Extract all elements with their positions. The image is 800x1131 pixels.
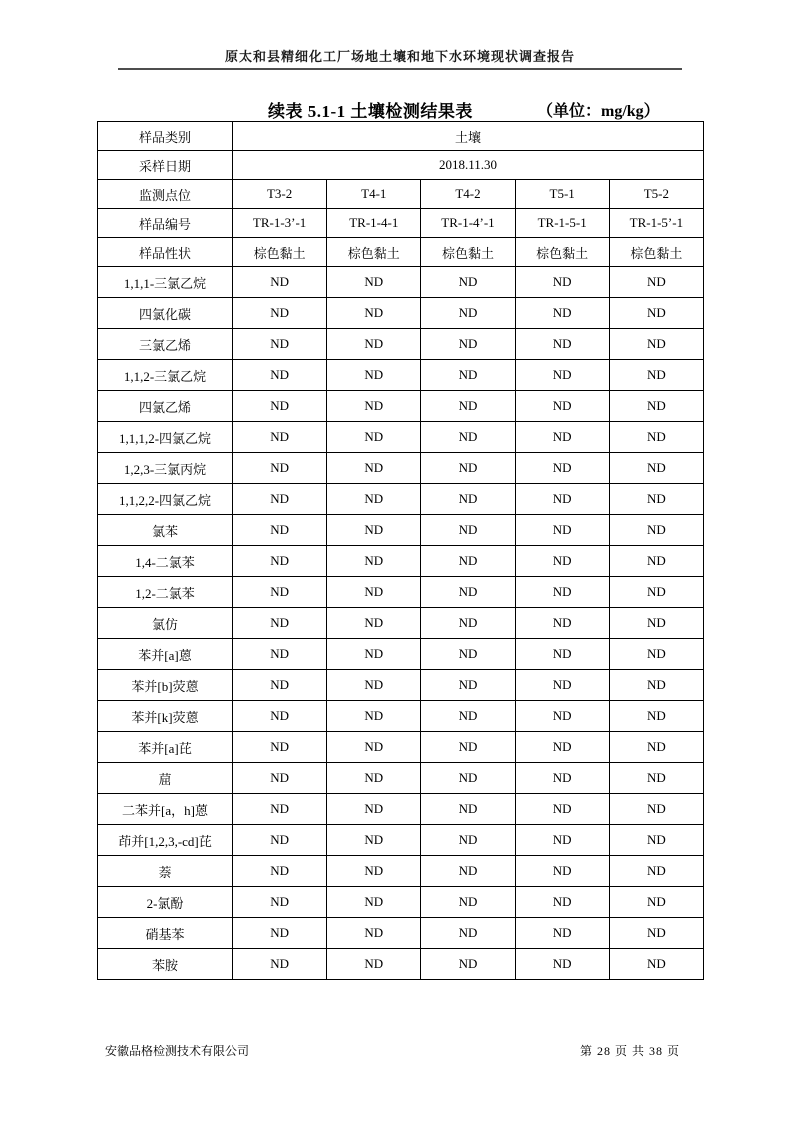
analyte-name: 苯并[a]芘	[98, 732, 233, 763]
row-label: 采样日期	[98, 151, 233, 180]
value-cell: 棕色黏土	[233, 238, 327, 267]
value-cell: ND	[515, 360, 609, 391]
table-row	[98, 577, 704, 608]
value-cell: ND	[609, 763, 703, 794]
table-row	[98, 515, 704, 546]
page-footer	[105, 1042, 680, 1059]
analyte-name: 2-氯酚	[98, 887, 233, 918]
table-row	[98, 918, 704, 949]
table-row	[98, 151, 704, 180]
analyte-name: 1,1,1-三氯乙烷	[98, 267, 233, 298]
value-cell: ND	[327, 577, 421, 608]
value-cell: TR-1-4-1	[327, 209, 421, 238]
table-row	[98, 825, 704, 856]
value-cell: ND	[327, 732, 421, 763]
value-cell: ND	[609, 422, 703, 453]
value-cell: ND	[609, 608, 703, 639]
footer-company: 安徽品格检测技术有限公司	[105, 1044, 250, 1058]
analyte-name: 1,1,1,2-四氯乙烷	[98, 422, 233, 453]
value-cell: ND	[421, 701, 515, 732]
value-cell: ND	[515, 639, 609, 670]
value-cell: ND	[421, 329, 515, 360]
value-cell: ND	[233, 763, 327, 794]
value-cell: ND	[421, 608, 515, 639]
value-cell: ND	[327, 608, 421, 639]
value-cell: ND	[327, 825, 421, 856]
table-row	[98, 670, 704, 701]
analyte-name: 三氯乙烯	[98, 329, 233, 360]
analyte-name: 四氯化碳	[98, 298, 233, 329]
value-cell: ND	[421, 918, 515, 949]
value-cell: ND	[421, 794, 515, 825]
value-cell: ND	[421, 577, 515, 608]
value-cell: ND	[233, 329, 327, 360]
value-cell: ND	[515, 546, 609, 577]
value-cell: ND	[421, 887, 515, 918]
table-row	[98, 763, 704, 794]
value-cell: ND	[233, 701, 327, 732]
value-cell: ND	[233, 267, 327, 298]
value-cell: ND	[233, 546, 327, 577]
value-cell: ND	[327, 918, 421, 949]
value-cell: TR-1-3’-1	[233, 209, 327, 238]
analyte-name: 氯苯	[98, 515, 233, 546]
analyte-name: 四氯乙烯	[98, 391, 233, 422]
analyte-name: 萘	[98, 856, 233, 887]
value-cell: T5-1	[515, 180, 609, 209]
value-cell: T5-2	[609, 180, 703, 209]
value-cell: ND	[327, 794, 421, 825]
value-cell: ND	[515, 825, 609, 856]
value-cell: 棕色黏土	[327, 238, 421, 267]
value-cell: ND	[421, 422, 515, 453]
value-cell: ND	[515, 887, 609, 918]
table-row	[98, 453, 704, 484]
footer-page-number: 第 28 页 共 38 页	[579, 1044, 680, 1058]
table-row	[98, 794, 704, 825]
header-divider	[118, 68, 682, 70]
value-cell: ND	[421, 639, 515, 670]
table-row	[98, 122, 704, 151]
value-cell: TR-1-5-1	[515, 209, 609, 238]
value-cell: 棕色黏土	[421, 238, 515, 267]
value-cell: ND	[515, 515, 609, 546]
page-header-title: 原太和县精细化工厂场地土壤和地下水环境现状调查报告	[224, 49, 575, 64]
value-cell: ND	[327, 639, 421, 670]
value-cell: ND	[609, 732, 703, 763]
table-row	[98, 639, 704, 670]
table-row	[98, 608, 704, 639]
analyte-name: 硝基苯	[98, 918, 233, 949]
value-cell: ND	[233, 577, 327, 608]
value-cell: ND	[421, 949, 515, 980]
value-cell: ND	[327, 949, 421, 980]
value-cell: ND	[233, 639, 327, 670]
value-cell: ND	[421, 732, 515, 763]
value-cell: ND	[233, 298, 327, 329]
analyte-name: 茚并[1,2,3,-cd]芘	[98, 825, 233, 856]
value-cell: 土壤	[233, 122, 704, 151]
value-cell: ND	[421, 298, 515, 329]
results-table	[97, 121, 704, 980]
value-cell: 棕色黏土	[609, 238, 703, 267]
value-cell: ND	[421, 360, 515, 391]
value-cell: ND	[327, 391, 421, 422]
value-cell: ND	[421, 856, 515, 887]
value-cell: ND	[327, 360, 421, 391]
value-cell: ND	[609, 701, 703, 732]
row-label: 监测点位	[98, 180, 233, 209]
value-cell: ND	[421, 546, 515, 577]
value-cell: ND	[233, 608, 327, 639]
table-row	[98, 484, 704, 515]
value-cell: ND	[515, 949, 609, 980]
analyte-name: 二苯并[a，h]蒽	[98, 794, 233, 825]
table-row	[98, 732, 704, 763]
table-row	[98, 856, 704, 887]
analyte-name: 1,2-二氯苯	[98, 577, 233, 608]
unit-label: （单位：mg/kg）	[537, 103, 660, 120]
value-cell: ND	[515, 577, 609, 608]
table-row	[98, 267, 704, 298]
value-cell: ND	[609, 670, 703, 701]
value-cell: ND	[233, 515, 327, 546]
value-cell: TR-1-4’-1	[421, 209, 515, 238]
value-cell: ND	[515, 422, 609, 453]
value-cell: ND	[609, 453, 703, 484]
value-cell: 棕色黏土	[515, 238, 609, 267]
value-cell: ND	[327, 856, 421, 887]
row-label: 样品编号	[98, 209, 233, 238]
value-cell: ND	[233, 670, 327, 701]
value-cell: ND	[233, 732, 327, 763]
value-cell: ND	[609, 949, 703, 980]
analyte-name: 氯仿	[98, 608, 233, 639]
value-cell: ND	[421, 391, 515, 422]
row-label: 样品类别	[98, 122, 233, 151]
value-cell: ND	[421, 453, 515, 484]
value-cell: ND	[609, 639, 703, 670]
value-cell: ND	[233, 422, 327, 453]
analyte-name: 1,1,2-三氯乙烷	[98, 360, 233, 391]
value-cell: ND	[609, 577, 703, 608]
value-cell: ND	[609, 887, 703, 918]
value-cell: ND	[515, 732, 609, 763]
value-cell: ND	[609, 391, 703, 422]
value-cell: ND	[609, 794, 703, 825]
value-cell: ND	[233, 794, 327, 825]
value-cell: ND	[327, 546, 421, 577]
value-cell: TR-1-5’-1	[609, 209, 703, 238]
value-cell: ND	[327, 701, 421, 732]
analyte-name: 䓛	[98, 763, 233, 794]
value-cell: ND	[327, 453, 421, 484]
value-cell: T4-1	[327, 180, 421, 209]
table-row	[98, 209, 704, 238]
value-cell: ND	[609, 484, 703, 515]
value-cell: ND	[609, 515, 703, 546]
value-cell: ND	[515, 701, 609, 732]
value-cell: ND	[233, 856, 327, 887]
row-label: 样品性状	[98, 238, 233, 267]
value-cell: ND	[233, 484, 327, 515]
value-cell: ND	[233, 918, 327, 949]
analyte-name: 苯胺	[98, 949, 233, 980]
value-cell: ND	[421, 763, 515, 794]
analyte-name: 苯并[b]荧蒽	[98, 670, 233, 701]
value-cell: ND	[327, 887, 421, 918]
value-cell: ND	[421, 670, 515, 701]
analyte-name: 苯并[a]蒽	[98, 639, 233, 670]
value-cell: ND	[233, 949, 327, 980]
value-cell: ND	[515, 918, 609, 949]
value-cell: ND	[327, 670, 421, 701]
value-cell: ND	[421, 825, 515, 856]
value-cell: ND	[515, 763, 609, 794]
value-cell: ND	[515, 670, 609, 701]
value-cell: ND	[515, 794, 609, 825]
value-cell: ND	[421, 484, 515, 515]
value-cell: ND	[327, 422, 421, 453]
table-row	[98, 701, 704, 732]
value-cell: ND	[327, 515, 421, 546]
analyte-name: 1,2,3-三氯丙烷	[98, 453, 233, 484]
value-cell: T3-2	[233, 180, 327, 209]
table-row	[98, 887, 704, 918]
value-cell: ND	[421, 515, 515, 546]
table-row	[98, 298, 704, 329]
value-cell: ND	[515, 484, 609, 515]
value-cell: ND	[609, 918, 703, 949]
value-cell: ND	[515, 267, 609, 298]
value-cell: ND	[515, 453, 609, 484]
table-row	[98, 949, 704, 980]
value-cell: 2018.11.30	[233, 151, 704, 180]
analyte-name: 1,4-二氯苯	[98, 546, 233, 577]
value-cell: ND	[515, 298, 609, 329]
analyte-name: 1,1,2,2-四氯乙烷	[98, 484, 233, 515]
table-row	[98, 329, 704, 360]
table-row	[98, 391, 704, 422]
value-cell: ND	[233, 453, 327, 484]
table-row	[98, 180, 704, 209]
value-cell: ND	[327, 484, 421, 515]
table-row	[98, 360, 704, 391]
value-cell: ND	[609, 856, 703, 887]
value-cell: ND	[515, 391, 609, 422]
value-cell: ND	[609, 360, 703, 391]
value-cell: ND	[515, 856, 609, 887]
results-table-body	[98, 122, 704, 980]
value-cell: ND	[327, 298, 421, 329]
value-cell: ND	[609, 298, 703, 329]
analyte-name: 苯并[k]荧蒽	[98, 701, 233, 732]
value-cell: ND	[609, 329, 703, 360]
table-row	[98, 238, 704, 267]
value-cell: ND	[609, 546, 703, 577]
value-cell: ND	[609, 825, 703, 856]
value-cell: ND	[515, 329, 609, 360]
value-cell: ND	[233, 825, 327, 856]
value-cell: T4-2	[421, 180, 515, 209]
value-cell: ND	[327, 763, 421, 794]
table-title: 续表 5.1-1 土壤检测结果表	[268, 102, 473, 121]
table-row	[98, 546, 704, 577]
value-cell: ND	[233, 391, 327, 422]
value-cell: ND	[327, 267, 421, 298]
value-cell: ND	[515, 608, 609, 639]
value-cell: ND	[233, 360, 327, 391]
value-cell: ND	[421, 267, 515, 298]
value-cell: ND	[327, 329, 421, 360]
value-cell: ND	[609, 267, 703, 298]
value-cell: ND	[233, 887, 327, 918]
table-row	[98, 422, 704, 453]
